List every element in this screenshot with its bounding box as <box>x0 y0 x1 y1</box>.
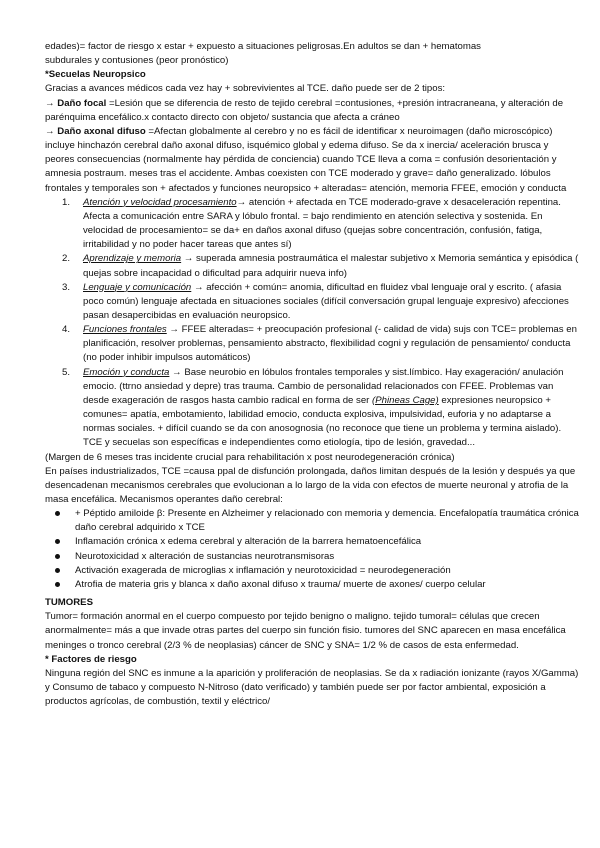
factores-heading: * Factores de riesgo <box>45 653 137 665</box>
arrow-icon: → <box>45 97 55 109</box>
bullet-icon <box>55 568 60 573</box>
bullet-item: Inflamación crónica x edema cerebral y alteración de la barrera hematoencefálica <box>45 535 580 549</box>
list-item: 1. Atención y velocidad procesamiento→ atención + afectada en TCE moderado-grave x desaceleración repentina. Afecta a comunicación entre SARA y lóbulo frontal. = bajo rendimiento en atención selectiva y sostenida. En velocidad de procesamiento= se da+ en daños axonal difuso (quejas sobre concentración, confusión, fatiga, irritabilidad y no poder hacer tareas que antes sí) <box>62 196 561 251</box>
secuelas-heading: *Secuelas Neuropsico <box>45 69 146 81</box>
bullet-item: Activación exagerada de microglias x inflamación y neurotoxicidad = neurodegeneración <box>45 564 580 578</box>
tumores-heading: TUMORES <box>45 597 93 609</box>
list-item: 4. Funciones frontales → FFEE alteradas= + preocupación profesional (- calidad de vida) sujs con TCE= problemas en planificación, resolver problemas, pensamiento abstracto, flexibilidad cogni y regulación de pensamiento/ conducta (no poder inhibir impulsos automáticos) <box>62 324 577 364</box>
bullet-icon <box>55 511 60 516</box>
bullet-item: Neurotoxicidad x alteración de sustancias neurotransmisoras <box>45 550 580 564</box>
list-item-label: Lenguaje y comunicación <box>83 281 192 293</box>
document-page <box>45 40 580 709</box>
list-item-label: Aprendizaje y memoria <box>83 253 182 265</box>
axonal-label: Daño axonal difuso <box>57 125 146 137</box>
list-item: 2. Aprendizaje y memoria → superada amnesia postraumática el malestar subjetivo x Memoria semántica y episódica ( quejas sobre incapacidad o dificultad para adquirir nueva info) <box>62 253 579 279</box>
list-item: 3. Lenguaje y comunicación → afección + común= anomia, dificultad en fluidez vbal lenguaje oral y escrito. ( afasia poco común) lenguaje afectada en situaciones sociales (difícil conversación grupal lenguaje expresivo) afecciones pasan desapercibidas en evaluación neuropsico. <box>62 281 569 321</box>
bullet-item: Atrofia de materia gris y blanca x daño axonal difuso x trauma/ muerte de axones/ cuerpo celular <box>45 578 580 592</box>
list-item-text: → atención + afectada en TCE moderado-grave x desaceleración repentina. Afecta a comunicación entre SARA y lóbulo frontal. = bajo rendimiento en atención selectiva y sostenida. En velocidad de procesamiento= se da+ en daños axonal difuso (quejas sobre concentración, confusión, fatiga, irritabilidad y no poder hacer tareas que antes sí) <box>83 196 561 251</box>
list-item-label: Atención y velocidad procesamiento <box>83 196 237 208</box>
list-item: 5. Emoción y conducta → Base neurobio en lóbulos frontales temporales y sist.límbico. Hay exageración/ anulación emocio. (ttrno ansiedad y depre) tras trauma. Cambio de personalidad relacionados con FFEE. Problemas van desde exageración de rasgos hasta cambio radical en forma de ser (Phineas Cage) expresiones neuropsico + comunes= apatía, embotamiento, labilidad emocio, conducta explosiva, impulsividad, euforia y no adaptarse a normas sociales. + difícil cuando se da con anosognosia (no reconoce que tiene un problema y termina aislado). TCE y secuelas son específicas e independientes como etiología, tipo de lesión, gravedad... <box>62 366 564 449</box>
list-item-label: Emoción y conducta <box>83 366 170 378</box>
axonal-text: =Afectan globalmente al cerebro y no es fácil de identificar x neuroimagen (daño microscópico) incluye hinchazón cerebral daño axonal difuso, isquémico global y edema difuso. Se da x inercia/ aceleración brusca y peores consecuencias (normalmente hay pérdida de conciencia) cuando TCE lleva a coma = confusión desorientación y amnesia postraum. meses tras el accidente. Ambas coexisten con TCE moderado y grave= daño generalizado. lóbulos frontales y temporales son + afectados y funciones neuropsico + alteradas= atención, memoria FFEE, emoción y conducta <box>45 125 567 194</box>
phineas-cage-link: (Phineas Cage) <box>372 394 439 406</box>
bullet-icon <box>55 554 60 559</box>
intro-line-1: edades)= factor de riesgo x estar + expuesto a situaciones peligrosas.En adultos se dan + hematomas <box>45 41 481 52</box>
list-item-text: → FFEE alteradas= + preocupación profesional (- calidad de vida) sujs con TCE= problemas en planificación, resolver problemas, pensamiento abstracto, flexibilidad cogni y regulación de pensamiento/ conducta (no poder inhibir impulsos automáticos) <box>83 324 577 364</box>
mechanisms-list <box>45 507 580 592</box>
secuelas-intro: Gracias a avances médicos cada vez hay + sobrevivientes al TCE. daño puede ser de 2 tipos: <box>45 83 446 95</box>
margin-note: (Margen de 6 meses tras incidente crucial para rehabilitación x post neurodegeneración crónica) <box>45 451 455 463</box>
list-item-text: → superada amnesia postraumática el malestar subjetivo x Memoria semántica y episódica ( quejas sobre incapacidad o dificultad para adquirir nueva info) <box>83 253 579 279</box>
focal-label: Daño focal <box>57 97 107 109</box>
list-item-label: Funciones frontales <box>83 324 167 336</box>
arrow-icon: → <box>45 125 55 137</box>
focal-text: =Lesión que se diferencia de resto de tejido cerebral =contusiones, +presión intracraneana, y alteración de parénquima encefálico.x contacto directo con objeto/ sustancia que afecta a cráneo <box>45 97 564 123</box>
mechanisms-paragraph: En países industrializados, TCE =causa ppal de disfunción prolongada, daños limitan después de la lesión y después ya que desencadenan mecanismos cerebrales que evolucionan a lo largo de la vida con efectos de muerte neuronal y atrofia de la masa encefálica. Mecanismos operantes daño cerebral: <box>45 465 576 505</box>
list-item-text: → afección + común= anomia, dificultad en fluidez vbal lenguaje oral y escrito. ( afasia poco común) lenguaje afectada en situaciones sociales (difícil conversación grupal lenguaje expresivo) afecciones pasan desapercibidas en evaluación neuropsico. <box>83 281 569 321</box>
factores-paragraph: Ninguna región del SNC es inmune a la aparición y proliferación de neoplasias. Se da x radiación ionizante (rayos X/Gamma) y Consumo de tabaco y compuesto N-Nitroso (dato verificado) y también puede ser por factor ambiental, exposición a productos agrícolas, de combustión, textil y eléctrico/ <box>45 667 579 708</box>
intro-line-2: subdurales y contusiones (peor pronóstico) <box>45 55 229 67</box>
bullet-icon <box>55 582 60 587</box>
bullet-icon <box>55 539 60 544</box>
list-item-text: expresiones neuropsico + comunes= apatía, embotamiento, labilidad emocio, conducta explosiva, impulsividad, euforia y no adaptarse a normas sociales. + difícil cuando se da con anosognosia (no reconoce que tiene un problema y termina aislado). TCE y secuelas son específicas e independientes como etiología, tipo de lesión, gravedad... <box>83 394 562 449</box>
tumores-paragraph: Tumor= formación anormal en el cuerpo compuesto por tejido benigno o maligno. tejido tumoral= células que crecen anormalmente= más a que invade otras partes del cuerpo sin función fisio. tumores del SNC aparecen en masa encefálica meninges o tronco cerebral (2/3 % de neoplasias) cáncer de SNC y SNA= 1/2 % de casos de esta enfermedad. <box>45 611 566 651</box>
secuelas-list <box>45 196 580 451</box>
axonal-paragraph <box>45 125 580 196</box>
list-item-text: → Base neurobio en lóbulos frontales temporales y sist.límbico. Hay exageración/ anulación emocio. (ttrno ansiedad y depre) tras trauma. Cambio de personalidad relacionados con FFEE. Problemas van desde exageración de rasgos hasta cambio radical en forma de ser <box>83 366 564 406</box>
bullet-item: + Péptido amiloide β: Presente en Alzheimer y relacionado con memoria y demencia. Encefalopatía traumática crónica daño cerebral adquirido x TCE <box>45 507 580 535</box>
focal-paragraph <box>45 97 580 125</box>
